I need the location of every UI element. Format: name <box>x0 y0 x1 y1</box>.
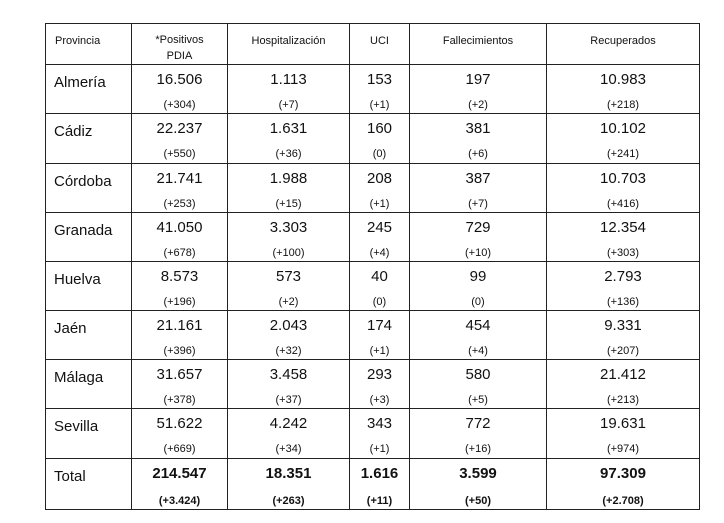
recuperados-value: 2.793 <box>604 267 642 285</box>
hospitalizacion-delta: (+34) <box>275 443 302 456</box>
province-cell <box>46 360 132 409</box>
recuperados-value: 21.412 <box>600 366 646 384</box>
fallecimientos-delta: (+10) <box>465 246 491 259</box>
uci-value: 40 <box>371 267 388 285</box>
uci-value: 208 <box>366 169 393 187</box>
uci-cell <box>350 311 410 360</box>
table-row <box>46 311 700 360</box>
province-cell <box>46 261 132 310</box>
recuperados-cell <box>547 409 700 458</box>
fallecimientos-value: 381 <box>465 120 491 138</box>
positivos-delta: (+669) <box>163 443 196 456</box>
uci-cell <box>350 458 410 509</box>
fallecimientos-delta: (+4) <box>468 345 488 358</box>
recuperados-cell <box>547 212 700 261</box>
fallecimientos-cell <box>410 409 547 458</box>
uci-cell <box>350 212 410 261</box>
total-row <box>46 458 700 509</box>
uci-delta: (+1) <box>369 197 390 210</box>
positivos-delta: (+253) <box>163 197 196 210</box>
fallecimientos-cell <box>410 311 547 360</box>
hospitalizacion-value: 1.631 <box>269 120 308 138</box>
hospitalizacion-delta: (+7) <box>278 99 299 112</box>
positivos-cell <box>132 409 228 458</box>
fallecimientos-value: 772 <box>465 415 491 433</box>
recuperados-delta: (+303) <box>606 246 640 259</box>
positivos-value: 51.622 <box>156 415 203 433</box>
positivos-cell <box>132 311 228 360</box>
header-recuperados: Recuperados <box>590 35 656 47</box>
positivos-delta: (+378) <box>163 394 196 407</box>
recuperados-delta: (+416) <box>606 197 640 210</box>
hospitalizacion-delta: (+36) <box>275 148 302 161</box>
fallecimientos-delta: (+16) <box>465 443 491 456</box>
province-cell <box>46 114 132 163</box>
fallecimientos-cell <box>410 458 547 509</box>
hospitalizacion-cell <box>228 409 350 458</box>
fallecimientos-cell <box>410 163 547 212</box>
recuperados-delta: (+974) <box>606 443 640 456</box>
uci-value: 153 <box>366 71 393 89</box>
table-row <box>46 114 700 163</box>
recuperados-value: 19.631 <box>600 415 646 433</box>
uci-value: 343 <box>366 415 393 433</box>
hospitalizacion-cell <box>228 261 350 310</box>
uci-value: 1.616 <box>360 464 399 482</box>
table-row <box>46 409 700 458</box>
header-cell-fallecimientos <box>410 24 547 65</box>
header-uci: UCI <box>370 35 389 47</box>
hospitalizacion-value: 1.113 <box>270 71 307 89</box>
recuperados-cell <box>547 65 700 114</box>
fallecimientos-delta: (+2) <box>468 99 488 112</box>
recuperados-delta: (+2.708) <box>602 494 644 507</box>
positivos-cell <box>132 163 228 212</box>
province-cell <box>46 458 132 509</box>
hospitalizacion-cell <box>228 360 350 409</box>
fallecimientos-delta: (+6) <box>468 148 488 161</box>
positivos-value: 214.547 <box>152 464 207 482</box>
table-row <box>46 360 700 409</box>
positivos-delta: (+678) <box>163 246 196 259</box>
hospitalizacion-cell <box>228 163 350 212</box>
hospitalizacion-delta: (+263) <box>272 494 305 507</box>
uci-cell <box>350 114 410 163</box>
uci-delta: (+1) <box>369 443 390 456</box>
fallecimientos-cell <box>410 212 547 261</box>
fallecimientos-cell <box>410 360 547 409</box>
fallecimientos-value: 580 <box>465 366 491 384</box>
fallecimientos-delta: (+7) <box>468 197 488 210</box>
header-fallecimientos: Fallecimientos <box>442 35 514 47</box>
hospitalizacion-value: 2.043 <box>269 317 308 335</box>
uci-delta: (+4) <box>369 246 390 259</box>
positivos-delta: (+396) <box>163 345 196 358</box>
fallecimientos-cell <box>410 261 547 310</box>
hospitalizacion-delta: (+100) <box>272 246 305 259</box>
fallecimientos-value: 3.599 <box>459 464 497 482</box>
hospitalizacion-cell <box>228 458 350 509</box>
fallecimientos-cell <box>410 65 547 114</box>
positivos-cell <box>132 261 228 310</box>
fallecimientos-value: 729 <box>465 218 491 236</box>
uci-delta: (+3) <box>369 394 390 407</box>
positivos-delta: (+304) <box>163 99 196 112</box>
hospitalizacion-delta: (+37) <box>275 394 302 407</box>
header-cell-positivos <box>132 24 228 65</box>
header-hospitalizacion: Hospitalización <box>251 35 326 47</box>
recuperados-cell <box>547 311 700 360</box>
province-name: Granada <box>54 221 113 239</box>
header-cell-uci <box>350 24 410 65</box>
recuperados-value: 97.309 <box>600 464 646 482</box>
recuperados-value: 9.331 <box>604 317 642 335</box>
uci-value: 293 <box>366 366 393 384</box>
header-positivos: *Positivos <box>155 34 204 46</box>
hospitalizacion-value: 3.458 <box>269 366 308 384</box>
header-cell-recuperados <box>547 24 700 65</box>
uci-cell <box>350 360 410 409</box>
positivos-delta: (+196) <box>163 295 196 308</box>
recuperados-value: 12.354 <box>600 218 646 236</box>
province-name: Huelva <box>54 270 101 288</box>
province-name: Jaén <box>54 320 87 338</box>
hospitalizacion-value: 573 <box>275 267 302 285</box>
positivos-value: 16.506 <box>156 71 203 89</box>
hospitalizacion-delta: (+32) <box>275 345 302 358</box>
province-name: Total <box>54 467 86 485</box>
header-provincia: Provincia <box>55 35 101 47</box>
province-cell <box>46 311 132 360</box>
table-row <box>46 163 700 212</box>
recuperados-value: 10.102 <box>600 120 646 138</box>
positivos-delta: (+3.424) <box>158 494 201 507</box>
hospitalizacion-cell <box>228 311 350 360</box>
province-name: Almería <box>54 74 106 92</box>
positivos-value: 21.741 <box>156 169 203 187</box>
fallecimientos-delta: (+5) <box>468 394 488 407</box>
recuperados-cell <box>547 458 700 509</box>
positivos-value: 31.657 <box>156 366 203 384</box>
fallecimientos-delta: (0) <box>471 295 485 308</box>
province-name: Cádiz <box>54 123 93 141</box>
recuperados-delta: (+136) <box>606 295 640 308</box>
province-cell <box>46 163 132 212</box>
positivos-value: 21.161 <box>156 317 203 335</box>
positivos-cell <box>132 65 228 114</box>
fallecimientos-cell <box>410 114 547 163</box>
recuperados-value: 10.703 <box>600 169 646 187</box>
recuperados-value: 10.983 <box>600 71 646 89</box>
hospitalizacion-delta: (+2) <box>278 295 299 308</box>
positivos-cell <box>132 458 228 509</box>
uci-cell <box>350 163 410 212</box>
recuperados-cell <box>547 114 700 163</box>
uci-value: 174 <box>366 317 393 335</box>
uci-cell <box>350 261 410 310</box>
fallecimientos-value: 454 <box>465 317 491 335</box>
hospitalizacion-delta: (+15) <box>275 197 302 210</box>
uci-value: 245 <box>366 218 393 236</box>
hospitalizacion-cell <box>228 114 350 163</box>
uci-delta: (+11) <box>366 494 393 507</box>
province-name: Málaga <box>54 369 104 387</box>
recuperados-cell <box>547 360 700 409</box>
hospitalizacion-cell <box>228 212 350 261</box>
recuperados-delta: (+218) <box>606 99 640 112</box>
hospitalizacion-value: 3.303 <box>269 218 308 236</box>
positivos-delta: (+550) <box>163 148 196 161</box>
hospitalizacion-value: 1.988 <box>269 169 308 187</box>
province-name: Córdoba <box>54 172 112 190</box>
table-row <box>46 65 700 114</box>
fallecimientos-value: 387 <box>465 169 491 187</box>
hospitalizacion-value: 18.351 <box>265 464 312 482</box>
recuperados-cell <box>547 163 700 212</box>
hospitalizacion-value: 4.242 <box>269 415 308 433</box>
province-stats-table <box>45 23 700 510</box>
fallecimientos-value: 99 <box>469 267 487 285</box>
uci-value: 160 <box>366 120 393 138</box>
positivos-value: 8.573 <box>160 267 199 285</box>
recuperados-delta: (+213) <box>606 394 640 407</box>
province-cell <box>46 212 132 261</box>
recuperados-cell <box>547 261 700 310</box>
recuperados-delta: (+207) <box>606 345 640 358</box>
header-row <box>46 24 700 65</box>
uci-delta: (+1) <box>369 99 390 112</box>
table-row <box>46 261 700 310</box>
fallecimientos-value: 197 <box>465 71 491 89</box>
uci-cell <box>350 409 410 458</box>
uci-cell <box>350 65 410 114</box>
recuperados-delta: (+241) <box>606 148 640 161</box>
positivos-cell <box>132 360 228 409</box>
header-cell-hospitalizacion <box>228 24 350 65</box>
fallecimientos-delta: (+50) <box>465 494 491 507</box>
uci-delta: (0) <box>372 295 387 308</box>
province-cell <box>46 409 132 458</box>
header-positivos-sub: PDIA <box>166 50 193 62</box>
uci-delta: (+1) <box>369 345 390 358</box>
table-row <box>46 212 700 261</box>
province-name: Sevilla <box>54 418 99 436</box>
positivos-value: 41.050 <box>156 218 203 236</box>
positivos-cell <box>132 212 228 261</box>
province-cell <box>46 65 132 114</box>
uci-delta: (0) <box>372 148 387 161</box>
positivos-cell <box>132 114 228 163</box>
hospitalizacion-cell <box>228 65 350 114</box>
header-cell-provincia <box>46 24 132 65</box>
positivos-value: 22.237 <box>156 120 203 138</box>
